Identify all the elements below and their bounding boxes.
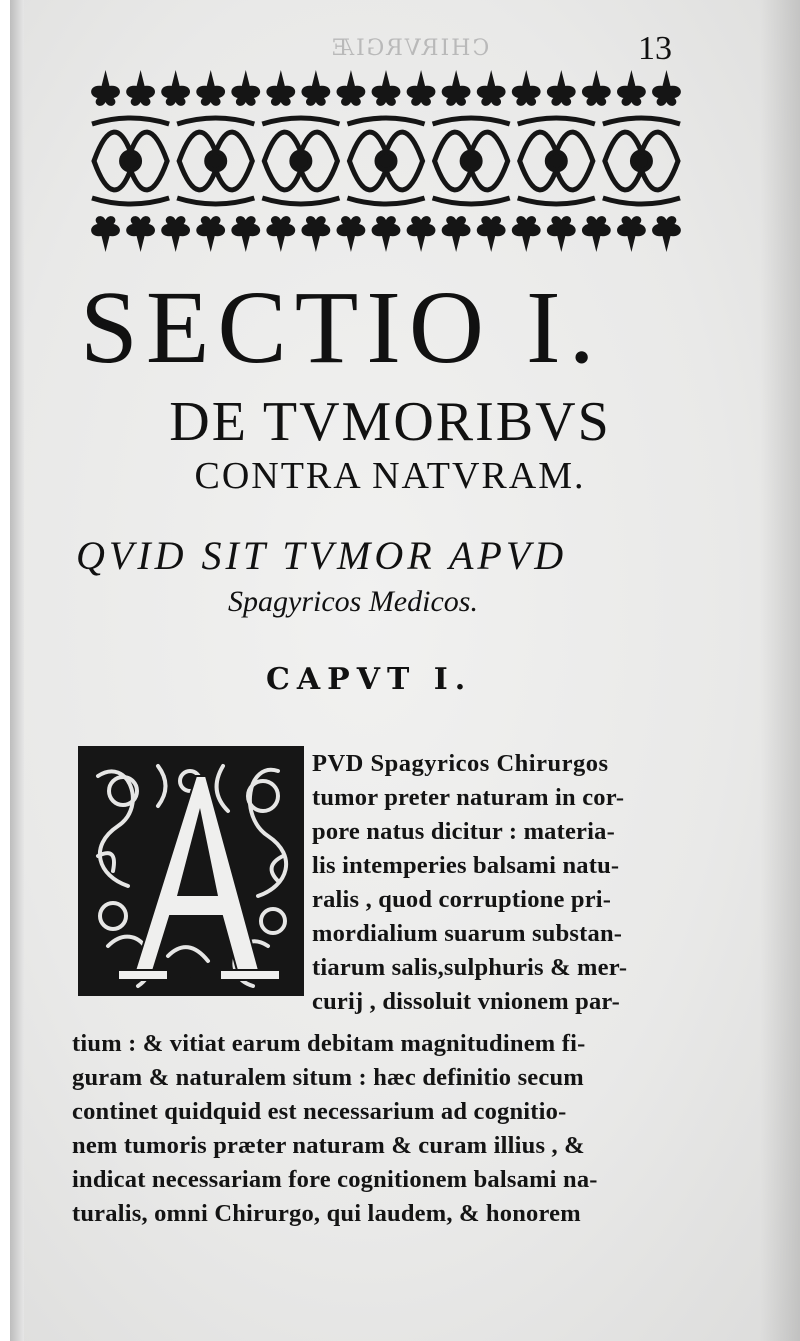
- body-line: turalis, omni Chirurgo, qui laudem, & honorem: [72, 1200, 581, 1227]
- fleuron-ornament: [582, 216, 611, 252]
- fleuron-ornament: [161, 216, 190, 252]
- body-line: ralis , quod corruptione pri-: [312, 886, 612, 913]
- fleuron-ornament: [372, 70, 401, 106]
- knotwork-boss: [462, 152, 480, 170]
- fleuron-ornament: [652, 216, 681, 252]
- fleuron-ornament: [196, 216, 225, 252]
- fleuron-ornament: [372, 216, 401, 252]
- fleuron-ornament: [231, 216, 260, 252]
- fleuron-ornament: [652, 70, 681, 106]
- question-heading: QVID SIT TVMOR APVD: [76, 533, 568, 578]
- body-line: tiarum salis,sulphuris & mer-: [312, 954, 628, 981]
- drop-cap-letter: A: [190, 977, 192, 979]
- body-line: lis intemperies balsami natu-: [312, 852, 620, 879]
- page-edge-shadow: [760, 0, 800, 1341]
- fleuron-ornament: [617, 216, 646, 252]
- knotwork-boss: [292, 152, 310, 170]
- fleuron-ornament: [617, 70, 646, 106]
- fleuron-ornament: [407, 216, 436, 252]
- page-gutter-shadow: [10, 0, 24, 1341]
- knotwork-boss: [122, 152, 140, 170]
- fleuron-ornament: [442, 70, 471, 106]
- knotwork-boss: [632, 152, 650, 170]
- fleuron-ornament: [512, 216, 541, 252]
- fleuron-ornament: [161, 70, 190, 106]
- ornament-fleuron-row-top: [88, 66, 684, 110]
- fleuron-ornament: [126, 216, 155, 252]
- decorated-initial-a: [78, 746, 304, 996]
- book-page: [10, 0, 800, 1341]
- page-number: 13: [638, 30, 672, 67]
- ornament-fleuron-row-bottom: [88, 212, 684, 256]
- body-first-line: PVD Spagyricos Chirurgos: [312, 750, 609, 777]
- fleuron-ornament: [301, 70, 330, 106]
- knotwork-boss: [377, 152, 395, 170]
- fleuron-ornament: [196, 70, 225, 106]
- fleuron-ornament: [91, 216, 120, 252]
- body-line: indicat necessariam fore cognitionem balsami na-: [72, 1166, 598, 1193]
- body-line: pore natus dicitur : materia-: [312, 818, 615, 845]
- fleuron-ornament: [407, 70, 436, 106]
- fleuron-ornament: [512, 70, 541, 106]
- fleuron-ornament: [582, 70, 611, 106]
- body-line: tium : & vitiat earum debitam magnitudinem fi-: [72, 1030, 586, 1057]
- chapter-heading: CAPVT I.: [266, 662, 473, 697]
- body-line: mordialium suarum substan-: [312, 920, 623, 947]
- ornament-knotwork-band: [88, 112, 684, 210]
- fleuron-ornament: [266, 70, 295, 106]
- fleuron-ornament: [126, 70, 155, 106]
- fleuron-ornament: [266, 216, 295, 252]
- knotwork-boss: [207, 152, 225, 170]
- fleuron-ornament: [442, 216, 471, 252]
- fleuron-ornament: [337, 216, 366, 252]
- fleuron-ornament: [477, 70, 506, 106]
- body-line: tumor preter naturam in cor-: [312, 784, 625, 811]
- fleuron-ornament: [477, 216, 506, 252]
- body-line: nem tumoris præter naturam & curam illius , &: [72, 1132, 585, 1159]
- knotwork-boss: [547, 152, 565, 170]
- show-through-running-head: CHIRVRGIÆ: [330, 36, 490, 61]
- subtitle-line-2: CONTRA NATVRAM.: [194, 455, 586, 497]
- body-line: curij , dissoluit vnionem par-: [312, 988, 620, 1015]
- body-line: guram & naturalem situm : hæc definitio secum: [72, 1064, 584, 1091]
- fleuron-ornament: [547, 216, 576, 252]
- question-heading-line-2: Spagyricos Medicos.: [228, 585, 478, 618]
- fleuron-ornament: [301, 216, 330, 252]
- fleuron-ornament: [231, 70, 260, 106]
- fleuron-ornament: [91, 70, 120, 106]
- subtitle-line-1: DE TVMORIBVS: [169, 391, 611, 453]
- section-title: SECTIO I.: [80, 270, 603, 385]
- fleuron-ornament: [547, 70, 576, 106]
- body-line: continet quidquid est necessarium ad cognitio-: [72, 1098, 567, 1125]
- fleuron-ornament: [337, 70, 366, 106]
